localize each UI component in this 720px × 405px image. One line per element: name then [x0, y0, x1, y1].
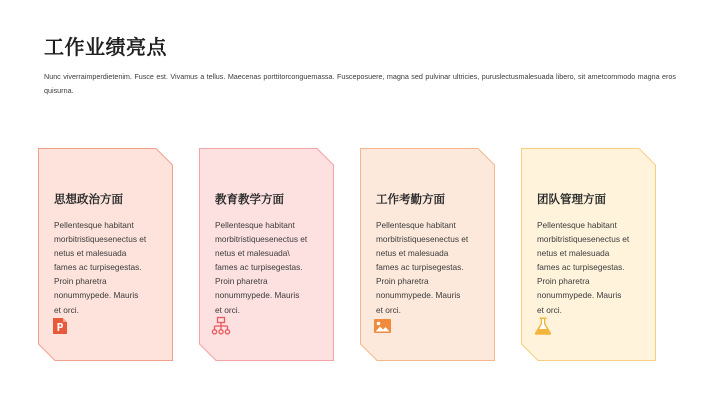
card-title: 教育教学方面 — [215, 192, 284, 206]
powerpoint-icon — [50, 316, 70, 336]
card-teaching — [199, 148, 334, 361]
card-body: Pellentesque habitant morbitristiquesenectus et netus et malesuada fames ac turpisegestas. Proin pharetra nonummypede. Mauris et orci. — [54, 220, 147, 315]
image-icon — [372, 316, 392, 336]
card-body: Pellentesque habitant morbitristiquesenectus et netus et malesuada fames ac turpisegestas. Proin pharetra nonummypede. Mauris et orci. — [537, 220, 630, 315]
card-title: 团队管理方面 — [537, 192, 606, 206]
org-chart-icon — [211, 316, 231, 336]
card-team-management — [521, 148, 656, 361]
card-body: Pellentesque habitant morbitristiquesenectus et netus et malesuada fames ac turpisegestas. Proin pharetra nonummypede. Mauris et orci. — [376, 220, 469, 315]
card-attendance — [360, 148, 495, 361]
flask-icon — [533, 316, 553, 336]
card-ideology — [38, 148, 173, 361]
card-title: 工作考勤方面 — [376, 192, 445, 206]
card-body: Pellentesque habitant morbitristiquesenectus et netus et malesuada\ fames ac turpisegestas. Proin pharetra nonummypede. Mauris et orci. — [215, 220, 308, 315]
page-title: 工作业绩亮点 — [44, 35, 167, 59]
card-title: 思想政治方面 — [54, 192, 123, 206]
page-subtitle: Nunc viverraimperdietenim. Fusce est. Vivamus a tellus. Maecenas porttitorconguemassa. Fusceposuere, magna sed pulvinar ultricies, puruslectusmalesuada libero, sit ametcommodo magna eros quisurna. — [44, 72, 676, 95]
